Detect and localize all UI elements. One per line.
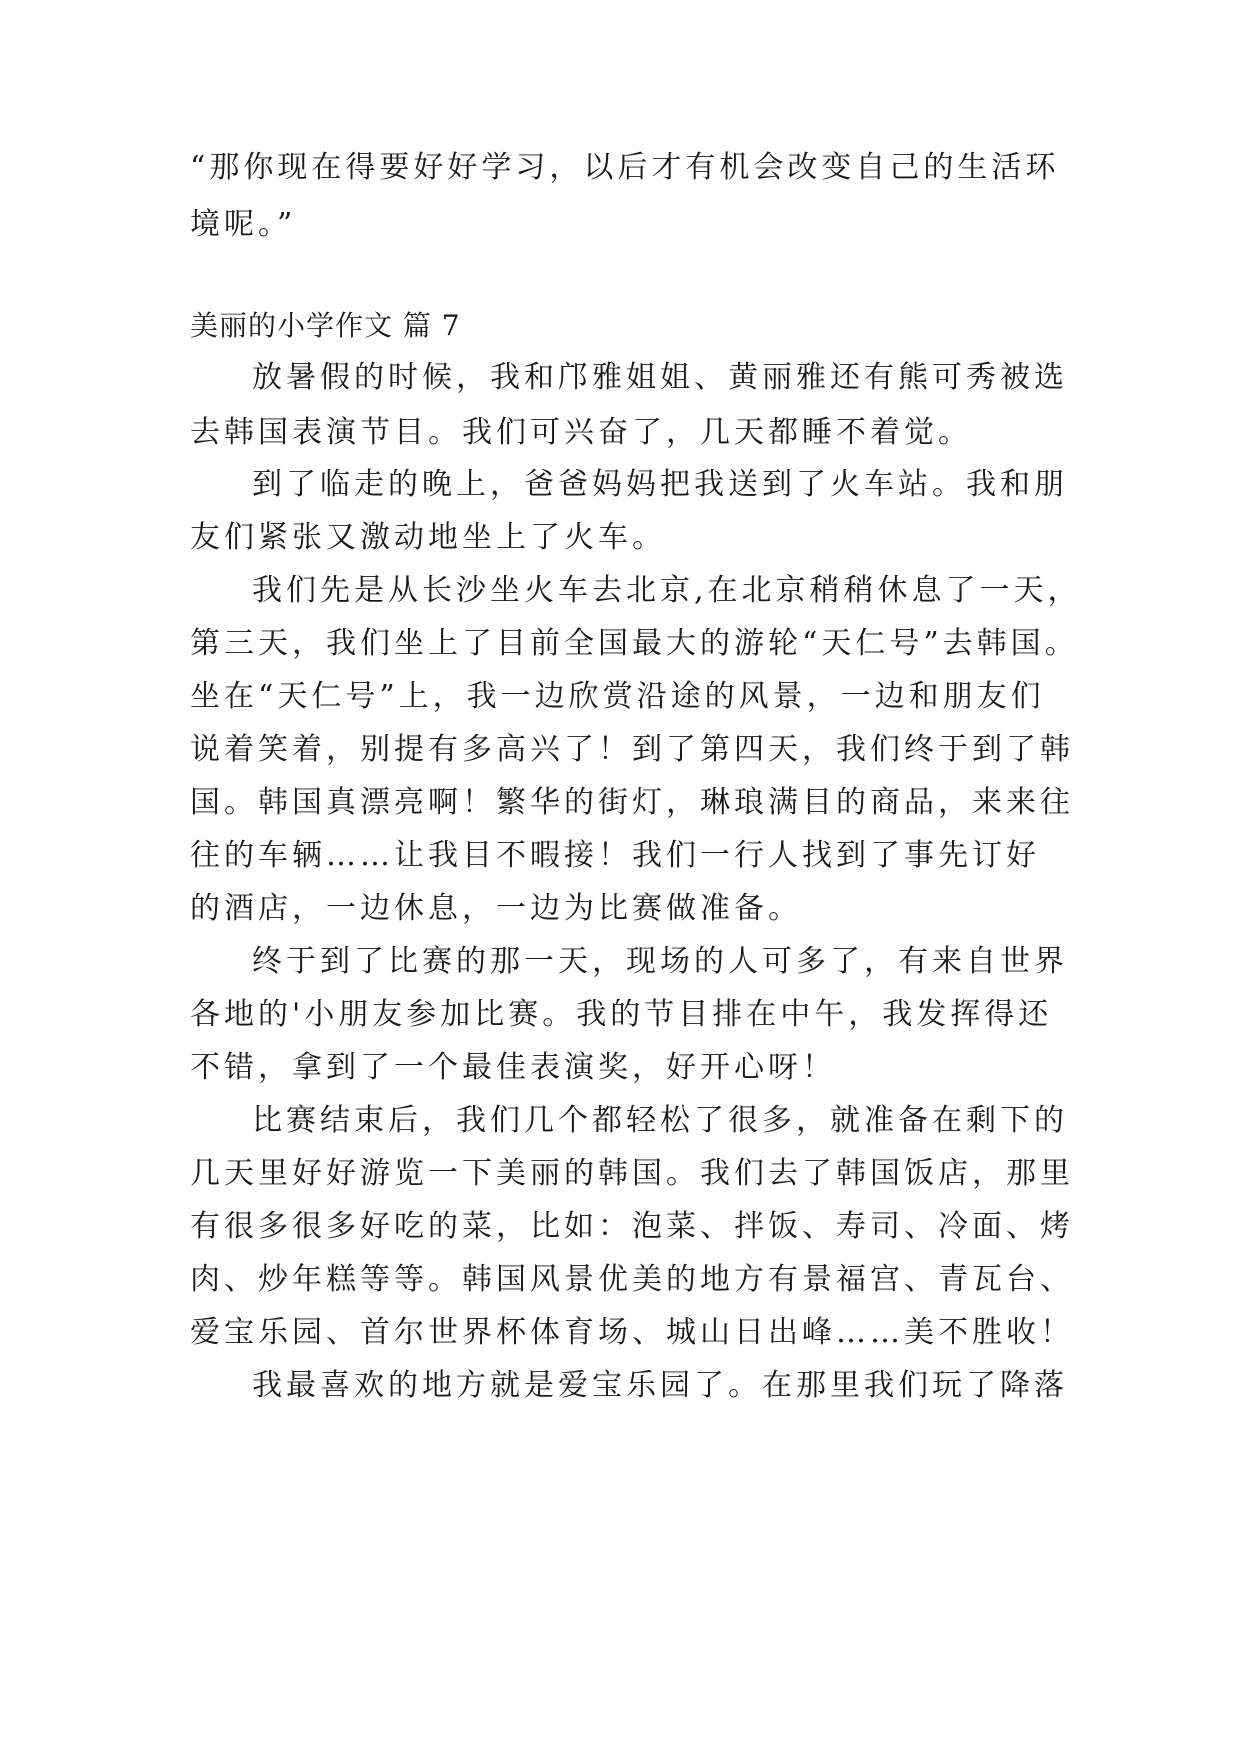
intro-line-1: “那你现在得要好好学习，以后才有机会改变自己的生活环 xyxy=(190,150,1060,185)
paragraph-line: 我们先是从长沙坐火车去北京,在北京稍稍休息了一天， xyxy=(252,573,1082,608)
paragraph-line: 去韩国表演节目。我们可兴奋了，几天都睡不着觉。 xyxy=(190,415,972,450)
paragraph-line: 坐在“天仁号”上，我一边欣赏沿途的风景，一边和朋友们 xyxy=(190,679,1045,714)
paragraph-line: 爱宝乐园、首尔世界杯体育场、城山日出峰……美不胜收！ xyxy=(190,1315,1074,1350)
paragraph-line: 友们紧张又激动地坐上了火车。 xyxy=(190,520,666,555)
paragraph-line: 第三天，我们坐上了目前全国最大的游轮“天仁号”去韩国。 xyxy=(190,626,1079,661)
paragraph-line: 终于到了比赛的那一天，现场的人可多了，有来自世界 xyxy=(252,944,1068,979)
paragraph-line: 几天里好好游览一下美丽的韩国。我们去了韩国饭店，那里 xyxy=(190,1156,1074,1191)
paragraph-line: 到了临走的晚上，爸爸妈妈把我送到了火车站。我和朋 xyxy=(252,467,1068,502)
section-heading: 美丽的小学作文 篇 7 xyxy=(190,309,461,342)
paragraph-line: 有很多很多好吃的菜，比如：泡菜、拌饭、寿司、冷面、烤 xyxy=(190,1209,1074,1244)
paragraph-line: 不错，拿到了一个最佳表演奖，好开心呀！ xyxy=(190,1050,836,1085)
paragraph-line: 我最喜欢的地方就是爱宝乐园了。在那里我们玩了降落 xyxy=(252,1368,1068,1403)
paragraph-line: 的酒店，一边休息，一边为比赛做准备。 xyxy=(190,891,802,926)
paragraph-line: 国。韩国真漂亮啊！繁华的街灯，琳琅满目的商品，来来往 xyxy=(190,785,1074,820)
intro-line-2: 境呢。” xyxy=(190,207,297,242)
paragraph-line: 比赛结束后，我们几个都轻松了很多，就准备在剩下的 xyxy=(252,1103,1068,1138)
paragraph-line: 肉、炒年糕等等。韩国风景优美的地方有景福宫、青瓦台、 xyxy=(190,1262,1074,1297)
paragraph-line: 往的车辆……让我目不暇接！我们一行人找到了事先订好 xyxy=(190,838,1040,873)
paragraph-line: 放暑假的时候，我和邝雅姐姐、黄丽雅还有熊可秀被选 xyxy=(252,360,1068,395)
paragraph-line: 各地的'小朋友参加比赛。我的节目排在中午，我发挥得还 xyxy=(190,997,1053,1032)
paragraph-line: 说着笑着，别提有多高兴了！到了第四天，我们终于到了韩 xyxy=(190,732,1074,767)
